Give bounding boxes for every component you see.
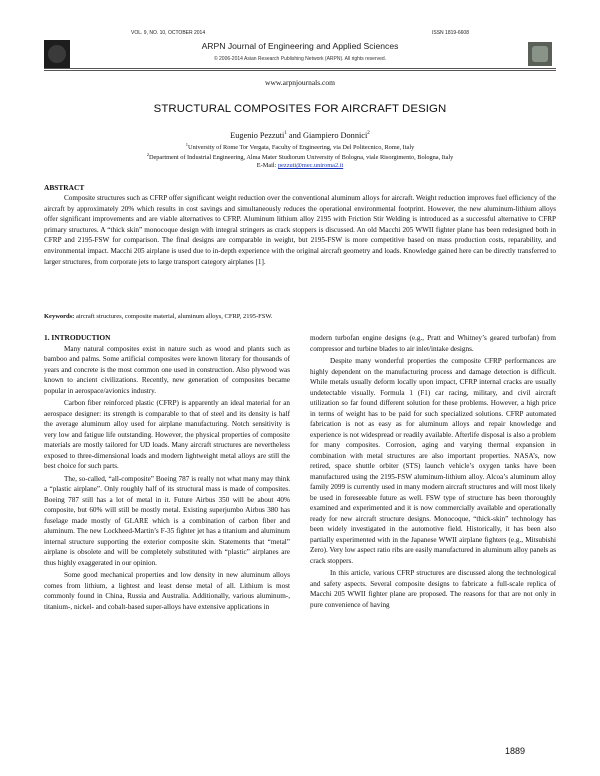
author-1-sup: 1	[284, 131, 287, 137]
affiliation-1-sup: 1	[185, 142, 189, 147]
paragraph: modern turbofan engine designs (e.g., Pratt and Whitney’s geared turbofan) from compressor and turbine blades to air inlet/intake designs.	[310, 334, 556, 353]
journal-emblem	[528, 42, 552, 66]
author-line	[0, 131, 600, 140]
paragraph: Some good mechanical properties and low density in new aluminum alloys comes from lithium, a lightest and least dense metal of all. Lithium is most commonly found in China, Russia and Australia. Additionally, various aluminum-, titanium-, nickel- and cobalt-based super-alloys have extensive applications in	[44, 571, 290, 611]
affiliation-2	[0, 152, 600, 161]
paragraph: The, so-called, “all-composite” Boeing 787 is really not what many may think a “plastic airplane”. Only roughly half of its structural mass is made of composites. Boeing 787 still has a lot of metal in it. Future Airbus 350 will be about 40% composite, but 60% will still be mostly metal. Existing superjumbo Airbus 380 has fuselage made mostly of GLARE which is a combination of carbon fiber and aluminum. The new Lockheed-Martin’s F-35 fighter jet has a titanium and aluminum internal structure supporting the exterior composite skin. Statements that “metal” airplane is obsolete and will be completely substituted with “plastic” airplanes are thus highly exaggerated in our opinion.	[44, 474, 290, 567]
paragraph: Many natural composites exist in nature such as wood and plants such as bamboo and palms. Some artificial composites were known literary for thousands of years and concrete is the most common one used in construction. Also plywood was known to ancient civilizations. Recently, new generation of composites became popular in aerospace/avionics industry.	[44, 344, 290, 395]
introduction-heading: 1. INTRODUCTION	[44, 333, 111, 342]
right-column	[310, 333, 556, 610]
abstract-heading: ABSTRACT	[44, 183, 85, 192]
paper-title: STRUCTURAL COMPOSITES FOR AIRCRAFT DESIGN	[153, 103, 447, 115]
affiliation-1	[0, 142, 600, 151]
paragraph: In this article, various CFRP structures are discussed along the technological and safety aspects. Several composite designs to fabricate a full-scale replica of Macchi 205 WWII fighter plane are proposed. The reasons for that are not only in pure convenience of having	[310, 569, 556, 609]
email-line	[0, 162, 600, 169]
abstract-body	[44, 193, 556, 267]
copyright-notice: © 2006-2014 Asian Research Publishing Network (ARPN). All rights reserved.	[213, 56, 387, 62]
page-number: 1889	[505, 746, 526, 756]
left-column	[44, 333, 290, 612]
author-2: and Giampiero Donnici	[286, 131, 368, 140]
paragraph: Despite many wonderful properties the composite CFRP performances are highly dependent on the manufacturing process and damage detection is difficult. While metals usually deform locally upon impact, CFRP internal cracks are usually undetectable visually. Formula 1 (F1) car racing, military, and civil aircraft utilization so far found different solution for these problems. However, a high price in terms of weight has to be paid for such specialized solutions. CFRP automated fabrication is not as easy as for aluminum alloys and repair knowledge and experience is not widespread or readily available. Afterlife disposal is also a problem for many composites. Corrosion, aging and varying thermal expansion in combination with metal structures are also important properties. NASA’s, now retired, space shuttle orbiter (STS) launch vehicle’s oxygen tanks have been manufactured using the 2195-FSW aluminum-lithium alloy. Alcoa’s aluminum alloy family 2099 is currently used in many modern aircraft structures and will most likely be used in foreseeable future as well. FSW type of structure has been thoroughly examined and experimented and it is now commercially available and operationally ready for new aircraft structure designs. Monocoque, “thick-skin” technology has been widely investigated in the automotive field. Historically, it has been also partially experimented with in the Japanese WWII airplane fighters (e.g., Mitsubishi Zero). Very low aspect ratio ribs are easily manufactured in aluminum alloy panels as crack stoppers.	[310, 357, 556, 565]
author-2-sup: 2	[367, 131, 370, 137]
header-rule-2	[44, 70, 556, 71]
email-link[interactable]: pezzuti@mec.uniroma2.it	[277, 162, 344, 169]
journal-website[interactable]: www.arpnjournals.com	[265, 78, 335, 87]
header-rule	[44, 68, 556, 69]
abstract-text: Composite structures such as CFRP offer significant weight reduction over the conventional aluminum alloys for aircraft. Weight reduction improves fuel efficiency of the aircraft by approximately 20% which results in cost savings and simultaneously reduces the operational environmental footprint. However, the new aluminum-lithium alloys offer significant improvements and are viable alternatives to CFRP. Aluminum lithium alloy 2195 with Friction Stir Welding is introduced as a successful alternative to CFRP primary structures. A “thick skin” monocoque design with integral stringers as crack stoppers is discussed. An old Macchi 205 WWII fighter plane has been redesigned both in CFRP and 2195-FSW for comparison. The final designs are comparable in weight, but 2195-FSW is more competitive based on mass production costs, reparability, and environmental impact. Macchi 205 airplane is used due to in-depth experience with the original aircraft geometry and loads. Knowledge gained here can be directly transferred to larger structures, from corporate jets to large transport category airplanes [1].	[44, 194, 556, 266]
keywords-label: Keywords:	[44, 313, 75, 320]
issn-label: ISSN 1819-6608	[432, 30, 469, 36]
keywords-line	[44, 313, 556, 320]
email-label: E-Mail:	[256, 162, 278, 169]
affiliation-1-text: University of Rome Tor Vergata, Faculty of Engineering, via Del Politecnico, Rome, Italy	[188, 144, 415, 152]
keywords-text: aircraft structures, composite material, aluminum alloys, CFRP, 2195-FSW.	[74, 313, 273, 320]
volume-label: VOL. 9, NO. 10, OCTOBER 2014	[131, 30, 206, 36]
author-1: Eugenio Pezzuti	[230, 131, 285, 140]
affiliation-2-text: Department of Industrial Engineering, Alma Mater Studiorum University of Bologna, viale Risorgimento, Bologna, Italy	[148, 154, 454, 162]
affiliation-2-sup: 2	[146, 152, 149, 157]
journal-title: ARPN Journal of Engineering and Applied Sciences	[201, 41, 399, 51]
paragraph: Carbon fiber reinforced plastic (CFRP) is apparently an ideal material for an aerospace designer: its strength is comparable to that of steel and its density is half the average aluminum alloy used for airplane manufacturing. Notch sensitivity is very low and fatigue life outstanding. However, the physical properties of composite materials are mostly tailored for UD loads. Many aircraft structures are nevertheless exposed to three-dimensional loads and modern lightweight metal alloys are still the best choice for such parts.	[44, 399, 290, 470]
